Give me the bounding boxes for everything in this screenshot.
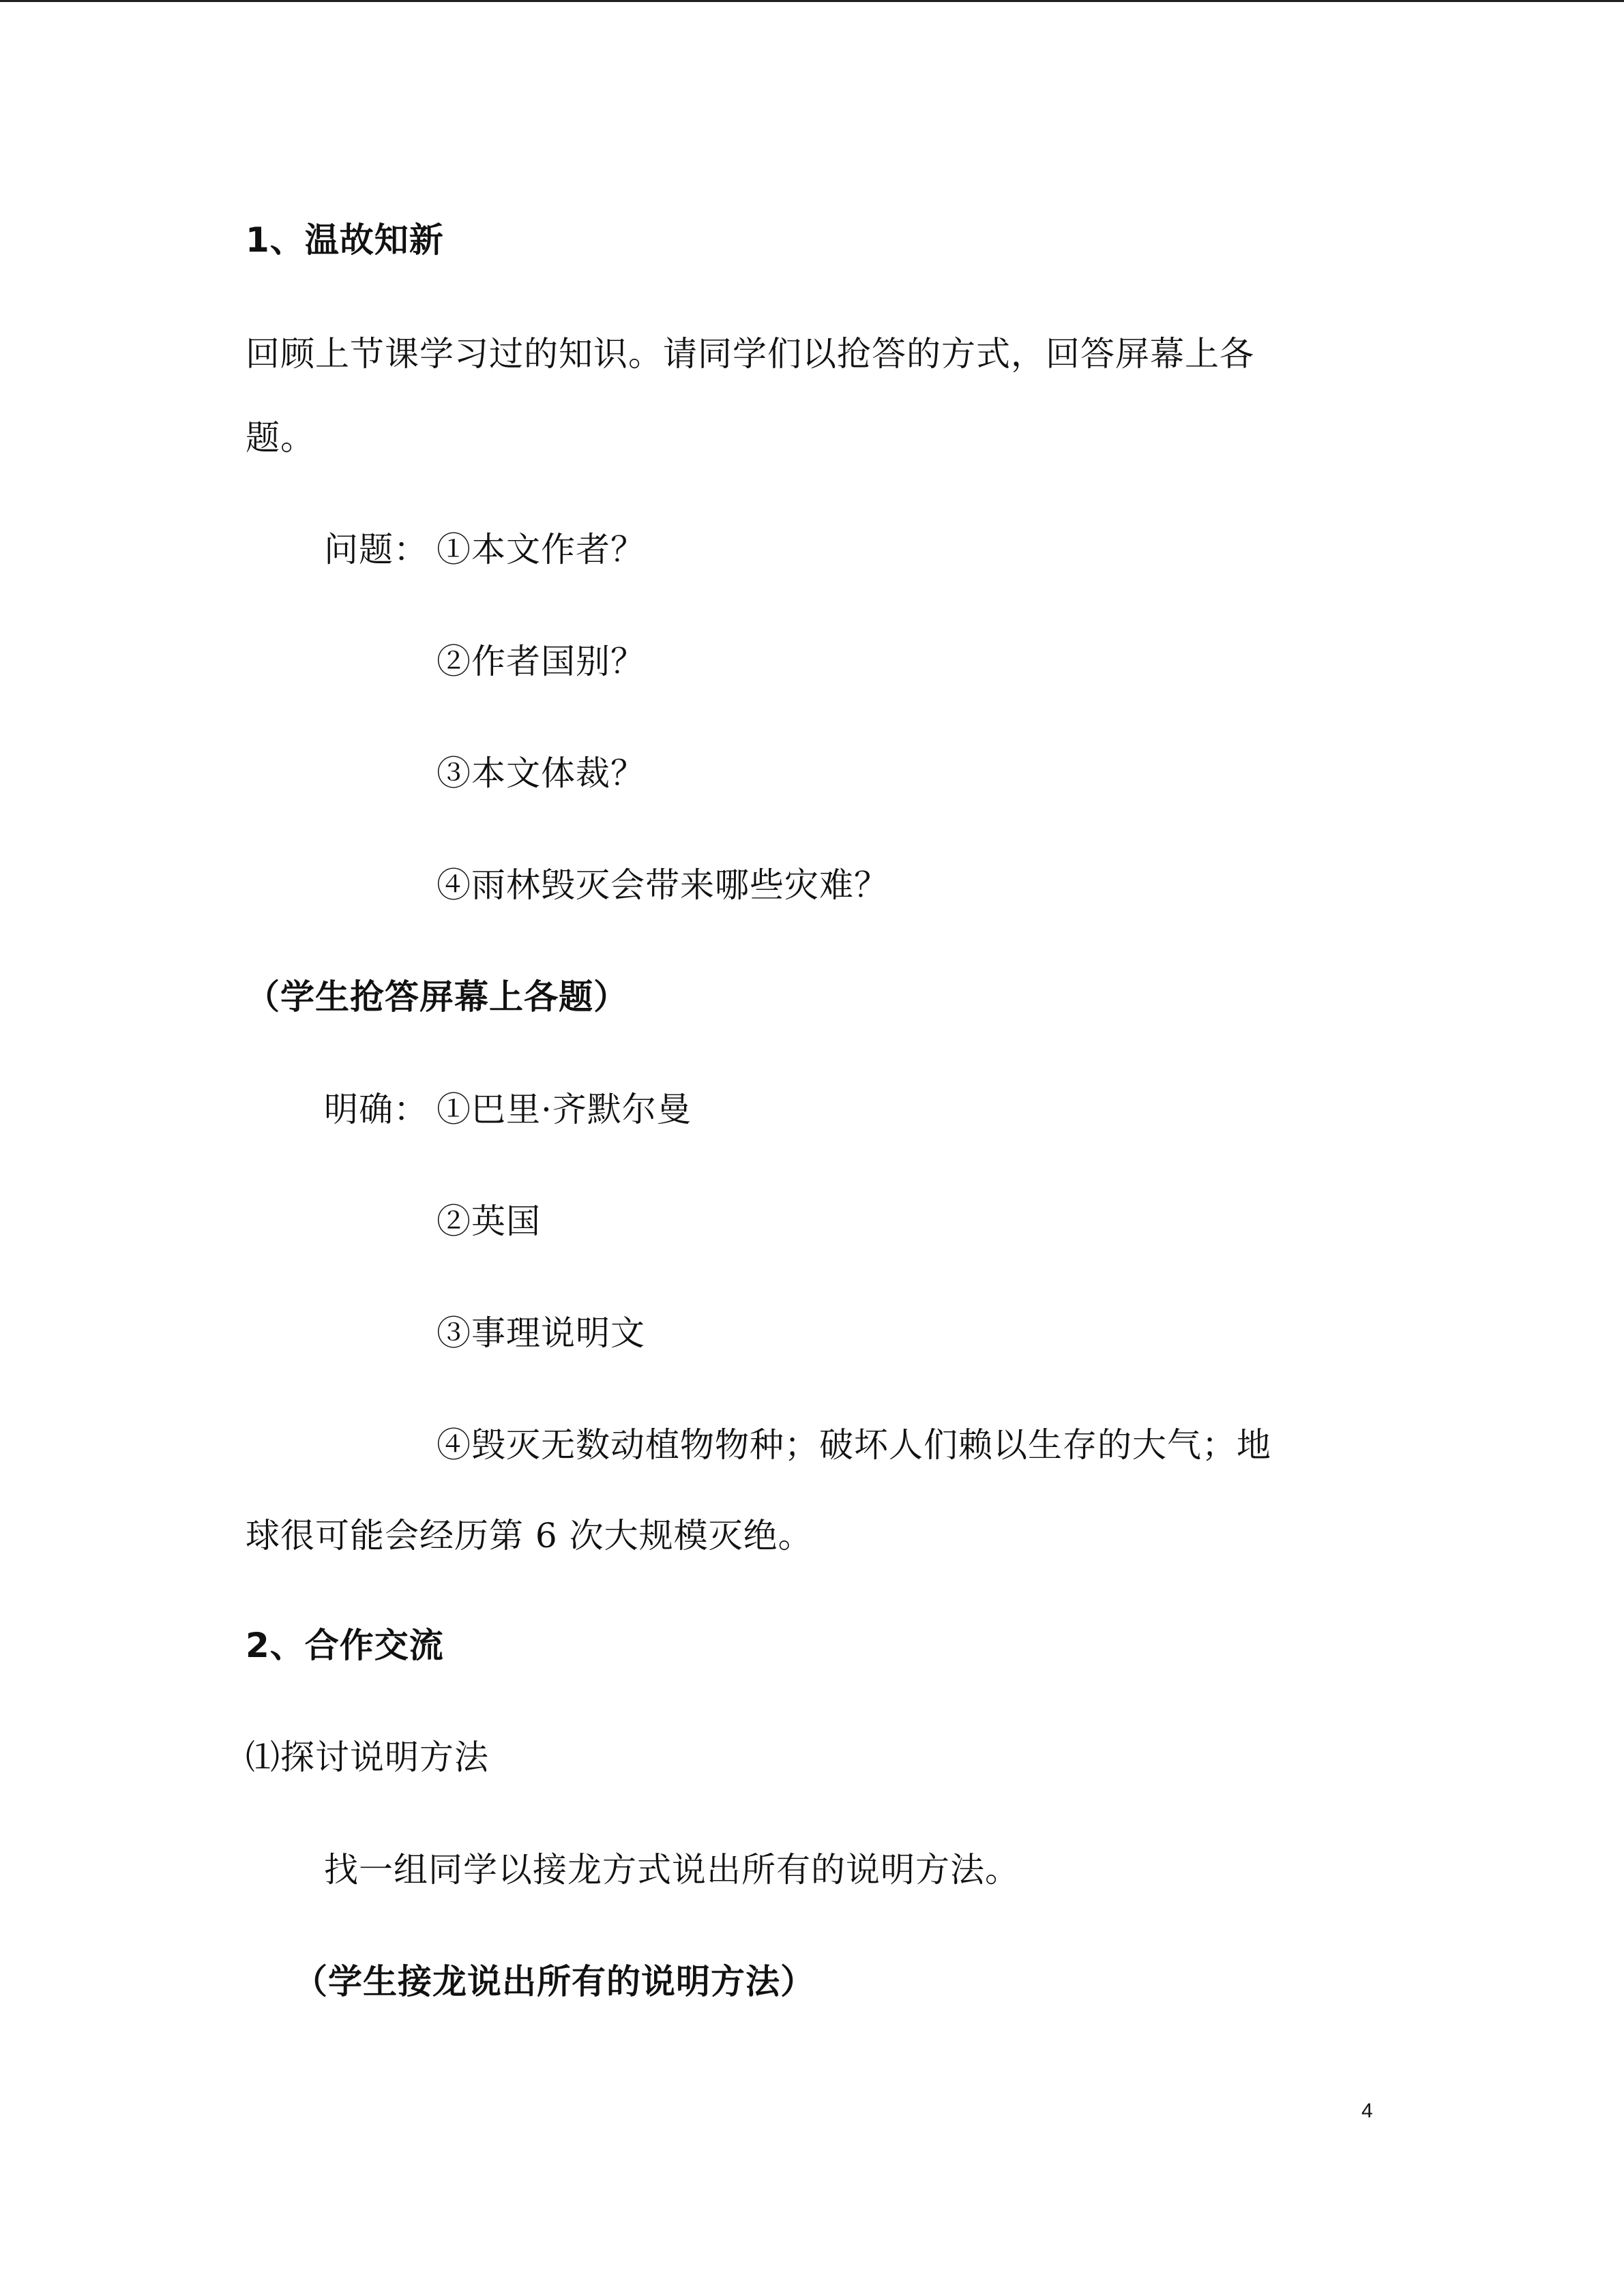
- answer-2: ②英国: [437, 1202, 541, 1241]
- answer-1: ①巴里·齐默尔曼: [437, 1090, 692, 1129]
- subsection-1: ⑴探讨说明方法: [246, 1738, 489, 1777]
- student-note-2: （学生接龙说出所有的说明方法）: [293, 1962, 815, 2001]
- intro-line-1: 回顾上节课学习过的知识。请同学们以抢答的方式，回答屏幕上各: [246, 334, 1254, 374]
- questions-label: 问题：: [324, 530, 428, 569]
- section1-heading: 1、温故知新: [246, 220, 444, 260]
- question-4: ④雨林毁灭会带来哪些灾难？: [437, 865, 889, 905]
- student-note-1: （学生抢答屏幕上各题）: [246, 977, 628, 1017]
- question-2: ②作者国别？: [437, 642, 645, 681]
- question-3: ③本文体裁？: [437, 754, 645, 793]
- intro-line-2: 题。: [246, 418, 315, 458]
- answer-4-line-2: 球很可能会经历第 6 次大规模灭绝。: [246, 1516, 813, 1555]
- question-1: ①本文作者？: [437, 530, 645, 569]
- answers-label: 明确：: [324, 1090, 428, 1129]
- page-number: 4: [1361, 2100, 1373, 2122]
- answer-4-line-1: ④毁灭无数动植物物种；破坏人们赖以生存的大气；地: [437, 1425, 1271, 1465]
- section2-heading: 2、合作交流: [246, 1626, 444, 1665]
- instruction: 找一组同学以接龙方式说出所有的说明方法。: [324, 1850, 1020, 1890]
- top-border: [0, 0, 1624, 2]
- answer-3: ③事理说明文: [437, 1313, 645, 1353]
